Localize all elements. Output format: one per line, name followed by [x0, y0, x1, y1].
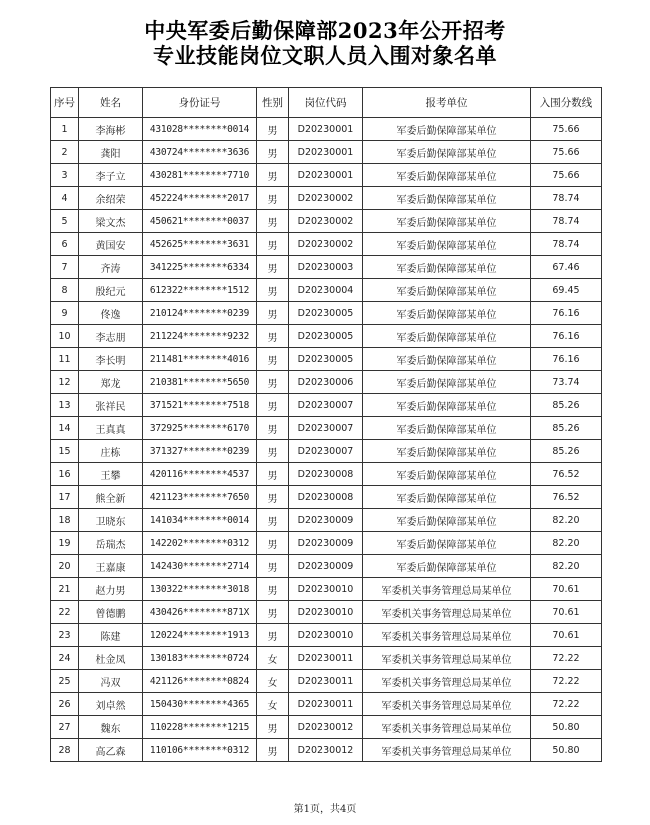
cell-unit: 军委机关事务管理总局某单位: [363, 716, 531, 739]
table-row: [51, 693, 602, 716]
cell-unit: 军委机关事务管理总局某单位: [363, 739, 531, 762]
table-row: [51, 440, 602, 463]
cell-seq: 2: [51, 141, 79, 164]
cell-id-number: 211224********9232: [143, 325, 257, 348]
cell-id-number: 341225********6334: [143, 256, 257, 279]
cell-score-line: 76.16: [531, 348, 602, 371]
cell-score-line: 78.74: [531, 233, 602, 256]
cell-unit: 军委后勤保障部某单位: [363, 394, 531, 417]
cell-gender: 男: [257, 164, 289, 187]
cell-position-code: D20230009: [289, 509, 363, 532]
cell-unit: 军委机关事务管理总局某单位: [363, 693, 531, 716]
cell-unit: 军委后勤保障部某单位: [363, 371, 531, 394]
cell-name: 齐涛: [79, 256, 143, 279]
cell-position-code: D20230005: [289, 325, 363, 348]
cell-gender: 男: [257, 256, 289, 279]
cell-position-code: D20230007: [289, 440, 363, 463]
cell-score-line: 82.20: [531, 509, 602, 532]
cell-score-line: 85.26: [531, 417, 602, 440]
cell-score-line: 82.20: [531, 555, 602, 578]
table-row: [51, 601, 602, 624]
cell-score-line: 50.80: [531, 716, 602, 739]
cell-gender: 男: [257, 555, 289, 578]
cell-gender: 男: [257, 187, 289, 210]
header-name: 姓名: [79, 88, 143, 118]
cell-position-code: D20230010: [289, 624, 363, 647]
cell-position-code: D20230002: [289, 210, 363, 233]
cell-id-number: 430281********7710: [143, 164, 257, 187]
table-row: [51, 325, 602, 348]
cell-score-line: 70.61: [531, 578, 602, 601]
cell-name: 梁文杰: [79, 210, 143, 233]
cell-score-line: 73.74: [531, 371, 602, 394]
cell-seq: 4: [51, 187, 79, 210]
cell-seq: 21: [51, 578, 79, 601]
cell-seq: 24: [51, 647, 79, 670]
cell-seq: 8: [51, 279, 79, 302]
cell-score-line: 76.16: [531, 325, 602, 348]
cell-seq: 28: [51, 739, 79, 762]
cell-gender: 女: [257, 693, 289, 716]
header-seq: 序号: [51, 88, 79, 118]
cell-unit: 军委后勤保障部某单位: [363, 509, 531, 532]
cell-score-line: 75.66: [531, 141, 602, 164]
cell-id-number: 110228********1215: [143, 716, 257, 739]
table-row: [51, 371, 602, 394]
cell-name: 龚阳: [79, 141, 143, 164]
cell-position-code: D20230011: [289, 693, 363, 716]
table-row: [51, 141, 602, 164]
table-row: [51, 394, 602, 417]
document-title: [0, 18, 650, 68]
table-row: [51, 164, 602, 187]
cell-position-code: D20230011: [289, 647, 363, 670]
cell-position-code: D20230001: [289, 118, 363, 141]
cell-name: 张祥民: [79, 394, 143, 417]
cell-unit: 军委机关事务管理总局某单位: [363, 670, 531, 693]
table-row: [51, 417, 602, 440]
cell-id-number: 142202********0312: [143, 532, 257, 555]
cell-gender: 男: [257, 578, 289, 601]
cell-unit: 军委后勤保障部某单位: [363, 279, 531, 302]
cell-name: 曾德鹏: [79, 601, 143, 624]
cell-gender: 男: [257, 532, 289, 555]
cell-name: 高乙森: [79, 739, 143, 762]
cell-gender: 男: [257, 118, 289, 141]
cell-unit: 军委机关事务管理总局某单位: [363, 578, 531, 601]
cell-position-code: D20230008: [289, 463, 363, 486]
cell-position-code: D20230007: [289, 417, 363, 440]
cell-gender: 男: [257, 739, 289, 762]
cell-gender: 男: [257, 624, 289, 647]
cell-gender: 女: [257, 670, 289, 693]
table-row: [51, 463, 602, 486]
table-header-row: [51, 88, 602, 118]
cell-seq: 22: [51, 601, 79, 624]
cell-position-code: D20230008: [289, 486, 363, 509]
cell-seq: 3: [51, 164, 79, 187]
cell-unit: 军委后勤保障部某单位: [363, 348, 531, 371]
cell-score-line: 78.74: [531, 187, 602, 210]
table-row: [51, 233, 602, 256]
cell-seq: 5: [51, 210, 79, 233]
cell-name: 王真真: [79, 417, 143, 440]
page-footer: 第1页，共4页: [293, 804, 357, 815]
cell-gender: 男: [257, 601, 289, 624]
cell-id-number: 371327********0239: [143, 440, 257, 463]
cell-position-code: D20230001: [289, 164, 363, 187]
cell-unit: 军委后勤保障部某单位: [363, 417, 531, 440]
cell-seq: 16: [51, 463, 79, 486]
table-row: [51, 509, 602, 532]
cell-score-line: 72.22: [531, 693, 602, 716]
cell-gender: 男: [257, 417, 289, 440]
cell-position-code: D20230010: [289, 601, 363, 624]
cell-seq: 27: [51, 716, 79, 739]
cell-position-code: D20230004: [289, 279, 363, 302]
cell-gender: 男: [257, 279, 289, 302]
cell-seq: 26: [51, 693, 79, 716]
table-row: [51, 739, 602, 762]
cell-name: 王攀: [79, 463, 143, 486]
cell-id-number: 130183********0724: [143, 647, 257, 670]
cell-unit: 军委后勤保障部某单位: [363, 141, 531, 164]
cell-unit: 军委后勤保障部某单位: [363, 118, 531, 141]
cell-seq: 12: [51, 371, 79, 394]
table-row: [51, 716, 602, 739]
cell-name: 李志朋: [79, 325, 143, 348]
table-row: [51, 486, 602, 509]
table-row: [51, 256, 602, 279]
cell-gender: 男: [257, 440, 289, 463]
cell-gender: 男: [257, 486, 289, 509]
cell-seq: 14: [51, 417, 79, 440]
cell-seq: 9: [51, 302, 79, 325]
cell-name: 殷纪元: [79, 279, 143, 302]
cell-name: 王嘉康: [79, 555, 143, 578]
cell-name: 李子立: [79, 164, 143, 187]
cell-gender: 男: [257, 210, 289, 233]
cell-id-number: 421123********7650: [143, 486, 257, 509]
cell-name: 卫晓东: [79, 509, 143, 532]
cell-score-line: 85.26: [531, 394, 602, 417]
table-row: [51, 187, 602, 210]
cell-position-code: D20230012: [289, 739, 363, 762]
cell-score-line: 75.66: [531, 118, 602, 141]
table-row: [51, 578, 602, 601]
cell-name: 陈建: [79, 624, 143, 647]
cell-id-number: 421126********0824: [143, 670, 257, 693]
header-score-line: 入围分数线: [531, 88, 602, 118]
cell-position-code: D20230001: [289, 141, 363, 164]
cell-id-number: 372925********6170: [143, 417, 257, 440]
cell-seq: 1: [51, 118, 79, 141]
cell-id-number: 211481********4016: [143, 348, 257, 371]
cell-score-line: 50.80: [531, 739, 602, 762]
cell-unit: 军委后勤保障部某单位: [363, 302, 531, 325]
cell-name: 岳瑞杰: [79, 532, 143, 555]
cell-name: 熊全新: [79, 486, 143, 509]
cell-unit: 军委后勤保障部某单位: [363, 325, 531, 348]
table-row: [51, 348, 602, 371]
table-row: [51, 279, 602, 302]
cell-seq: 23: [51, 624, 79, 647]
cell-id-number: 452625********3631: [143, 233, 257, 256]
cell-id-number: 450621********0037: [143, 210, 257, 233]
cell-name: 佟逸: [79, 302, 143, 325]
cell-id-number: 150430********4365: [143, 693, 257, 716]
cell-position-code: D20230009: [289, 532, 363, 555]
cell-seq: 17: [51, 486, 79, 509]
cell-position-code: D20230005: [289, 348, 363, 371]
cell-id-number: 130322********3018: [143, 578, 257, 601]
table-row: [51, 532, 602, 555]
table-row: [51, 624, 602, 647]
table-body: [51, 118, 602, 762]
cell-id-number: 110106********0312: [143, 739, 257, 762]
cell-seq: 6: [51, 233, 79, 256]
cell-id-number: 430426********871X: [143, 601, 257, 624]
cell-score-line: 76.52: [531, 486, 602, 509]
cell-score-line: 85.26: [531, 440, 602, 463]
cell-seq: 7: [51, 256, 79, 279]
cell-unit: 军委机关事务管理总局某单位: [363, 647, 531, 670]
table-row: [51, 670, 602, 693]
cell-unit: 军委机关事务管理总局某单位: [363, 601, 531, 624]
cell-score-line: 70.61: [531, 601, 602, 624]
cell-unit: 军委机关事务管理总局某单位: [363, 624, 531, 647]
cell-gender: 男: [257, 394, 289, 417]
cell-id-number: 430724********3636: [143, 141, 257, 164]
cell-unit: 军委后勤保障部某单位: [363, 486, 531, 509]
cell-gender: 男: [257, 325, 289, 348]
header-position-code: 岗位代码: [289, 88, 363, 118]
cell-position-code: D20230002: [289, 187, 363, 210]
cell-gender: 男: [257, 716, 289, 739]
cell-score-line: 82.20: [531, 532, 602, 555]
cell-seq: 13: [51, 394, 79, 417]
cell-id-number: 141034********0014: [143, 509, 257, 532]
cell-position-code: D20230002: [289, 233, 363, 256]
cell-seq: 15: [51, 440, 79, 463]
table-row: [51, 555, 602, 578]
cell-unit: 军委后勤保障部某单位: [363, 440, 531, 463]
cell-position-code: D20230012: [289, 716, 363, 739]
cell-gender: 女: [257, 647, 289, 670]
cell-seq: 11: [51, 348, 79, 371]
cell-position-code: D20230006: [289, 371, 363, 394]
cell-seq: 18: [51, 509, 79, 532]
cell-unit: 军委后勤保障部某单位: [363, 256, 531, 279]
cell-score-line: 70.61: [531, 624, 602, 647]
cell-score-line: 69.45: [531, 279, 602, 302]
cell-unit: 军委后勤保障部某单位: [363, 555, 531, 578]
cell-gender: 男: [257, 233, 289, 256]
cell-id-number: 210381********5650: [143, 371, 257, 394]
cell-name: 郑龙: [79, 371, 143, 394]
cell-seq: 19: [51, 532, 79, 555]
cell-id-number: 210124********0239: [143, 302, 257, 325]
cell-name: 李长明: [79, 348, 143, 371]
cell-gender: 男: [257, 463, 289, 486]
cell-id-number: 420116********4537: [143, 463, 257, 486]
table-row: [51, 647, 602, 670]
cell-score-line: 76.16: [531, 302, 602, 325]
cell-name: 赵力男: [79, 578, 143, 601]
cell-id-number: 612322********1512: [143, 279, 257, 302]
title-line-2: 专业技能岗位文职人员入围对象名单: [153, 43, 497, 68]
cell-name: 黄国安: [79, 233, 143, 256]
cell-gender: 男: [257, 509, 289, 532]
cell-unit: 军委后勤保障部某单位: [363, 233, 531, 256]
header-unit: 报考单位: [363, 88, 531, 118]
header-gender: 性别: [257, 88, 289, 118]
table-row: [51, 210, 602, 233]
cell-gender: 男: [257, 302, 289, 325]
cell-name: 刘卓然: [79, 693, 143, 716]
table-row: [51, 302, 602, 325]
cell-seq: 25: [51, 670, 79, 693]
cell-name: 杜金凤: [79, 647, 143, 670]
cell-position-code: D20230009: [289, 555, 363, 578]
header-id-number: 身份证号: [143, 88, 257, 118]
cell-name: 魏东: [79, 716, 143, 739]
cell-name: 余绍荣: [79, 187, 143, 210]
cell-unit: 军委后勤保障部某单位: [363, 532, 531, 555]
cell-gender: 男: [257, 141, 289, 164]
cell-id-number: 142430********2714: [143, 555, 257, 578]
cell-id-number: 120224********1913: [143, 624, 257, 647]
cell-gender: 男: [257, 348, 289, 371]
cell-score-line: 72.22: [531, 670, 602, 693]
cell-unit: 军委后勤保障部某单位: [363, 210, 531, 233]
cell-id-number: 371521********7518: [143, 394, 257, 417]
cell-name: 冯双: [79, 670, 143, 693]
cell-score-line: 78.74: [531, 210, 602, 233]
cell-unit: 军委后勤保障部某单位: [363, 187, 531, 210]
cell-score-line: 72.22: [531, 647, 602, 670]
cell-seq: 20: [51, 555, 79, 578]
cell-id-number: 431028********0014: [143, 118, 257, 141]
cell-position-code: D20230007: [289, 394, 363, 417]
cell-position-code: D20230010: [289, 578, 363, 601]
cell-unit: 军委后勤保障部某单位: [363, 164, 531, 187]
cell-name: 李海彬: [79, 118, 143, 141]
cell-position-code: D20230005: [289, 302, 363, 325]
cell-gender: 男: [257, 371, 289, 394]
cell-position-code: D20230003: [289, 256, 363, 279]
cell-score-line: 67.46: [531, 256, 602, 279]
cell-seq: 10: [51, 325, 79, 348]
cell-id-number: 452224********2017: [143, 187, 257, 210]
candidate-table: [50, 87, 602, 762]
title-line-1: 中央军委后勤保障部2023年公开招考: [144, 18, 506, 43]
cell-position-code: D20230011: [289, 670, 363, 693]
cell-score-line: 75.66: [531, 164, 602, 187]
table-row: [51, 118, 602, 141]
cell-unit: 军委后勤保障部某单位: [363, 463, 531, 486]
cell-score-line: 76.52: [531, 463, 602, 486]
cell-name: 庄栋: [79, 440, 143, 463]
